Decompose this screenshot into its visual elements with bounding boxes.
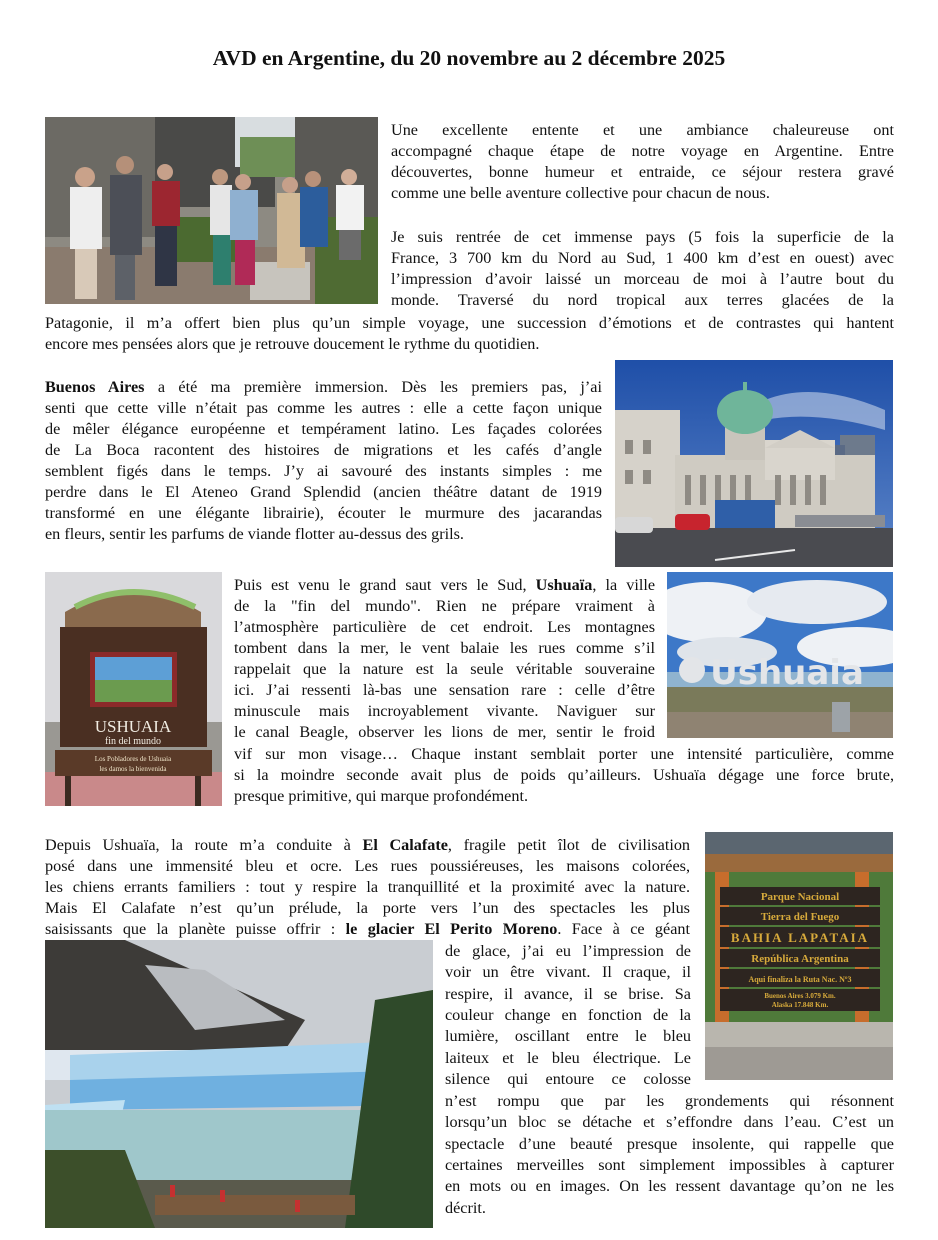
ushuaia-letters-text: Ushuaia [710, 653, 864, 693]
calafate-line: laiteux et le bleu électrique. Le [445, 1049, 691, 1067]
ushuaia-heading: Ushuaïa [535, 576, 593, 594]
intro-line: monde. Traversé du nord tropical aux terres glacées de la [391, 291, 894, 309]
ushuaia-line: l’atmosphère particulière de cet endroit. Les montagnes [234, 618, 655, 636]
calafate-text: saisissants que la planète puisse offrir : [45, 920, 346, 938]
calafate-line: voir un être vivant. Il craque, il [445, 963, 691, 981]
glacier-heading: le glacier El Perito Moreno [345, 920, 558, 938]
lapataia-sign-line: Buenos Aires 3.079 Km. [764, 992, 836, 1000]
calafate-line: respire, il avance, il se brise. Sa [445, 985, 691, 1003]
ushuaia-sign-subtext: fin del mundo [104, 736, 162, 747]
calafate-line: posé dans une immensité bleu et ocre. Les rues poussiéreuses, les maisons colorées, [45, 857, 690, 875]
buenos-aires-text: a été ma première immersion. Dès les premiers pas, j’ai [144, 378, 602, 396]
ushuaia-line: de la "fin del mundo". Rien ne prépare vraiment à [234, 597, 655, 615]
intro-line: France, 3 700 km du Nord au Sud, 1 400 km d’est en ouest) avec [391, 249, 894, 267]
ushuaia-text: , la ville [592, 576, 656, 594]
buenos-aires-line: perdre dans le El Ateneo Grand Splendid (ancien théâtre datant de 1919 [45, 483, 602, 501]
ushuaia-line: presque primitive, qui marque profondément. [234, 787, 528, 805]
ushuaia-line [234, 575, 655, 595]
intro-line: Je suis rentrée de cet immense pays (5 fois la superficie de la [391, 228, 894, 246]
ushuaia-line: vif sur mon visage… Chaque instant semblait porter une intensité particulière, comme [234, 745, 894, 763]
perito-moreno-glacier-photo [45, 940, 433, 1228]
ushuaia-line: le canal Beagle, observer les lions de mer, sentir le froid [234, 723, 655, 741]
ushuaia-line: ici. J’ai ressenti là-bas une sensation rare : celle d’être [234, 681, 655, 699]
lapataia-sign-line: Aqui finaliza la Ruta Nac. Nº3 [748, 975, 852, 984]
lapataia-sign-line: Parque Nacional [760, 891, 840, 903]
ushuaia-line: minuscule mais incroyablement vivante. Naviguer sur [234, 702, 655, 720]
page-title: AVD en Argentine, du 20 novembre au 2 décembre 2025 [212, 46, 726, 70]
congress-photo [615, 360, 893, 567]
buenos-aires-heading: Buenos Aires [45, 378, 145, 396]
calafate-line: décrit. [445, 1199, 486, 1217]
calafate-line: spectacle d’une beauté presque insolente, qui rappelle que [445, 1135, 894, 1153]
calafate-line: les chiens errants familiers : tout y respire la tranquillité et la proximité avec la nature. [45, 878, 690, 896]
calafate-line: silence qui entoure ce colosse [445, 1070, 691, 1088]
ushuaia-line: tombent dans la mer, le vent balaie les rues comme s’il [234, 639, 655, 657]
buenos-aires-line: semblent figés dans le temps. J’y ai savouré des instants simples : me [45, 462, 602, 480]
calafate-line: lorsqu’un bloc se détache et s’effondre dans l’eau. C’est un [445, 1113, 894, 1131]
ushuaia-sign-welcome-2: les damos la bienvenida [99, 765, 167, 773]
buenos-aires-line: de La Boca racontent des histoires de migrations et les cafés d’angle [45, 441, 602, 459]
ushuaia-line: si la moindre seconde avait plus de poids qu’ailleurs. Ushuaïa dégage une force brute, [234, 766, 894, 784]
calafate-line: Mais El Calafate n’est qu’un prélude, la porte vers l’un des spectacles les plus [45, 899, 690, 917]
ushuaia-letters-photo [667, 572, 893, 738]
calafate-line: couleur change en fonction de la [445, 1006, 691, 1024]
ushuaia-text: Puis est venu le grand saut vers le Sud, [234, 576, 536, 594]
buenos-aires-line: de mêler élégance européenne et tempérament latino. Les façades colorées [45, 420, 602, 438]
calafate-heading: El Calafate [362, 836, 448, 854]
ushuaia-sign-text: USHUAIA [94, 717, 172, 736]
ushuaia-line: rappelait que la nature est la seule véritable souveraine [234, 660, 655, 678]
calafate-line: en mots ou en images. On les ressent davantage qu’on ne les [445, 1177, 894, 1195]
lapataia-sign-line: BAHIA LAPATAIA [730, 930, 870, 945]
lapataia-sign-line: República Argentina [751, 953, 849, 965]
ushuaia-sign-welcome-1: Los Pobladores de Ushuaia [94, 755, 172, 763]
buenos-aires-line: senti que cette ville n’était pas comme les autres : elle a cette façon unique [45, 399, 602, 417]
calafate-line: certaines merveilles sont simplement impossibles à capturer [445, 1156, 894, 1174]
ushuaia-sign-photo [45, 572, 222, 806]
intro-line: Une excellente entente et une ambiance chaleureuse ont [391, 121, 894, 139]
intro-line: Patagonie, il m’a offert bien plus qu’un simple voyage, une succession d’émotions et de contrastes qui hantent [45, 314, 894, 332]
intro-line: comme une belle aventure collective pour chacun de nous. [391, 184, 770, 202]
calafate-line [45, 919, 690, 939]
group-photo [45, 117, 378, 304]
buenos-aires-line: en fleurs, sentir les parfums de viande flotter au-dessus des grils. [45, 525, 464, 543]
calafate-line: de glace, j’ai eu l’impression de [445, 942, 691, 960]
buenos-aires-line [45, 377, 602, 397]
lapataia-sign-line: Tierra del Fuego [760, 911, 840, 923]
intro-line: encore mes pensées alors que je retrouve doucement le rythme du quotidien. [45, 335, 540, 353]
intro-line: découvertes, bonne humeur et entraide, ce séjour restera gravé [391, 163, 894, 181]
intro-line: accompagné chaque étape de notre voyage en Argentine. Entre [391, 142, 894, 160]
calafate-text: , fragile petit îlot de civilisation [447, 836, 691, 854]
calafate-text: . Face à ce géant [557, 920, 690, 938]
calafate-line: lumière, oscillant entre le bleu [445, 1027, 691, 1045]
intro-line: l’impression d’avoir laissé un morceau de moi à l’autre bout du [391, 270, 894, 288]
calafate-line [45, 835, 690, 855]
calafate-line: n’est rompu que par les grondements qui résonnent [445, 1092, 894, 1110]
lapataia-sign-photo [705, 832, 893, 1080]
buenos-aires-line: transformé en une élégante librairie), écouter le murmure des jacarandas [45, 504, 602, 522]
lapataia-sign-line: Alaska 17.848 Km. [771, 1001, 829, 1009]
calafate-text: Depuis Ushuaïa, la route m’a conduite à [45, 836, 363, 854]
